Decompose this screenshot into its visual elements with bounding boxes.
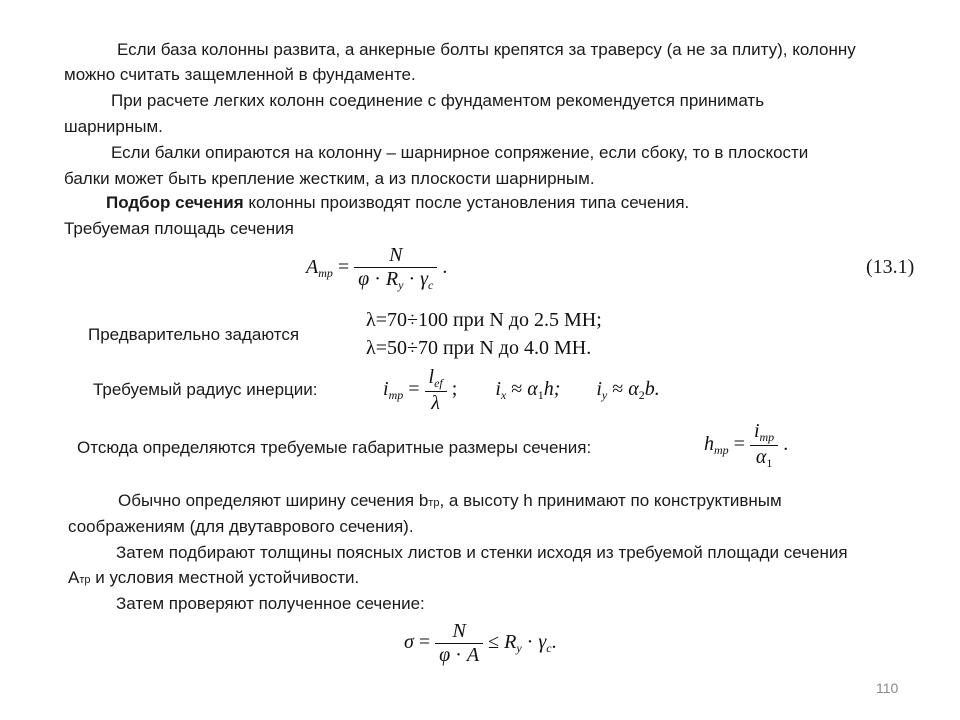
formula-symbol: α: [527, 378, 538, 401]
formula-symbol: A: [466, 644, 480, 666]
formula-subscript: c: [428, 278, 434, 292]
paragraph-1-line-2: можно считать защемленной в фундаменте.: [64, 65, 416, 84]
formula-stress-check: σ = $\frac{N}{\varphi \cdot A}$ ≤ $R_y \cdot \gamma_c$.: [404, 620, 557, 666]
lambda-range-1: λ=70÷100 при N до 2.5 МН;: [366, 309, 602, 331]
paragraph-10-text-a: A: [68, 568, 80, 587]
paragraph-4-rest: колонны производят после установления типа сечения.: [243, 193, 690, 212]
equation-number: (13.1): [866, 256, 915, 278]
paragraph-10-line-1: Затем подбирают толщины поясных листов и стенки исходя из требуемой площади сечения: [116, 543, 848, 562]
formula-subscript: 1: [766, 456, 773, 470]
paragraph-3-line-1: Если балки опираются на колонну – шарнирное сопряжение, если сбоку, то в плоскости: [111, 143, 809, 162]
formula-fraction: $\frac{N}{\varphi \cdot A}$: [435, 620, 483, 667]
formula-fraction: [750, 420, 778, 471]
paragraph-10-subscript: тр: [79, 574, 91, 586]
paragraph-2-line-1: При расчете легких колонн соединение с фундаментом рекомендуется принимать: [111, 91, 765, 110]
formula-numerator: N: [389, 244, 403, 266]
formula-symbol: i: [596, 378, 602, 401]
formula-subscript: 1: [537, 388, 544, 403]
formula-subscript: c: [546, 641, 552, 656]
paragraph-10-text-b: и условия местной устойчивости.: [90, 568, 360, 587]
paragraph-1-line-1: Если база колонны развита, а анкерные болты крепятся за траверсу (а не за плиту), колонну: [117, 40, 856, 59]
page-number: 110: [876, 680, 899, 696]
paragraph-4: [106, 191, 689, 215]
dimensions-label: Отсюда определяются требуемые габаритные размеры сечения:: [77, 438, 592, 457]
paragraph-9-line-1: [118, 489, 782, 515]
formula-section-height: $h_{тр}$ = $\frac{i_{тр}}{\alpha_1}$ .: [704, 420, 789, 470]
paragraph-9-text-b: , а высоту h принимают по конструктивным: [439, 491, 782, 510]
lambda-range-2: λ=50÷70 при N до 4.0 МН.: [366, 337, 592, 359]
formula-symbol: h;: [543, 378, 561, 401]
formula-subscript: тр: [714, 443, 729, 458]
formula-symbol: h: [704, 433, 714, 456]
paragraph-2-line-2: шарнирным.: [64, 117, 163, 136]
radius-of-gyration-label: Требуемый радиус инерции:: [93, 380, 318, 399]
formula-symbol: i: [753, 420, 760, 442]
formula-symbol: l: [428, 366, 435, 388]
paragraph-11: Затем проверяют полученное сечение:: [116, 594, 425, 613]
formula-subscript: 2: [638, 388, 645, 403]
formula-fraction: $\frac{N}{\varphi \cdot R_y \cdot \gamma_c}$: [354, 244, 437, 293]
formula-symbol: γ: [420, 268, 429, 290]
formula-subscript: тр: [759, 430, 775, 444]
formula-symbol: i: [495, 378, 501, 401]
formula-radius-of-gyration: $i_{тр}$ = $\frac{l_{ef}}{\lambda}$ ; $i_x \approx \alpha_1h$; $i_y \approx \alpha_2b$.: [383, 366, 660, 414]
paragraph-9-line-2: соображениям (для двутаврового сечения).: [68, 517, 414, 536]
formula-numerator: N: [452, 620, 466, 642]
formula-subscript: тр: [388, 388, 404, 403]
formula-subscript: y: [398, 278, 404, 292]
paragraph-9-subscript: тр: [428, 497, 440, 509]
formula-subscript: y: [601, 388, 608, 403]
formula-symbol: R: [504, 631, 517, 654]
required-area-label: Требуемая площадь сечения: [64, 219, 294, 238]
formula-symbol: φ: [358, 268, 370, 290]
formula-symbol: γ: [538, 631, 547, 654]
formula-required-area: $A_{тр}$ = $\frac{N}{\varphi \cdot R_y \cdot \gamma_c}$ .: [306, 244, 448, 292]
formula-fraction: [425, 366, 447, 415]
section-selection-term: Подбор сечения: [106, 193, 244, 212]
formula-symbol: φ: [439, 644, 451, 666]
formula-symbol: σ: [404, 631, 414, 654]
formula-symbol: i: [383, 378, 389, 401]
formula-symbol: A: [306, 256, 319, 279]
formula-subscript: ef: [434, 376, 443, 390]
formula-symbol: b.: [644, 378, 660, 401]
paragraph-3-line-2: балки может быть крепление жестким, а из плоскости шарнирным.: [64, 169, 595, 188]
formula-symbol: R: [385, 268, 399, 290]
formula-subscript: тр: [318, 266, 333, 281]
formula-symbol: α: [628, 378, 639, 401]
formula-symbol: α: [755, 446, 767, 468]
paragraph-10-line-2: [68, 566, 359, 592]
formula-subscript: x: [500, 388, 507, 403]
paragraph-9-text-a: Обычно определяют ширину сечения b: [118, 491, 429, 510]
formula-subscript: y: [516, 641, 522, 656]
preliminary-label: Предварительно задаются: [88, 325, 300, 344]
formula-symbol: λ: [431, 392, 440, 414]
